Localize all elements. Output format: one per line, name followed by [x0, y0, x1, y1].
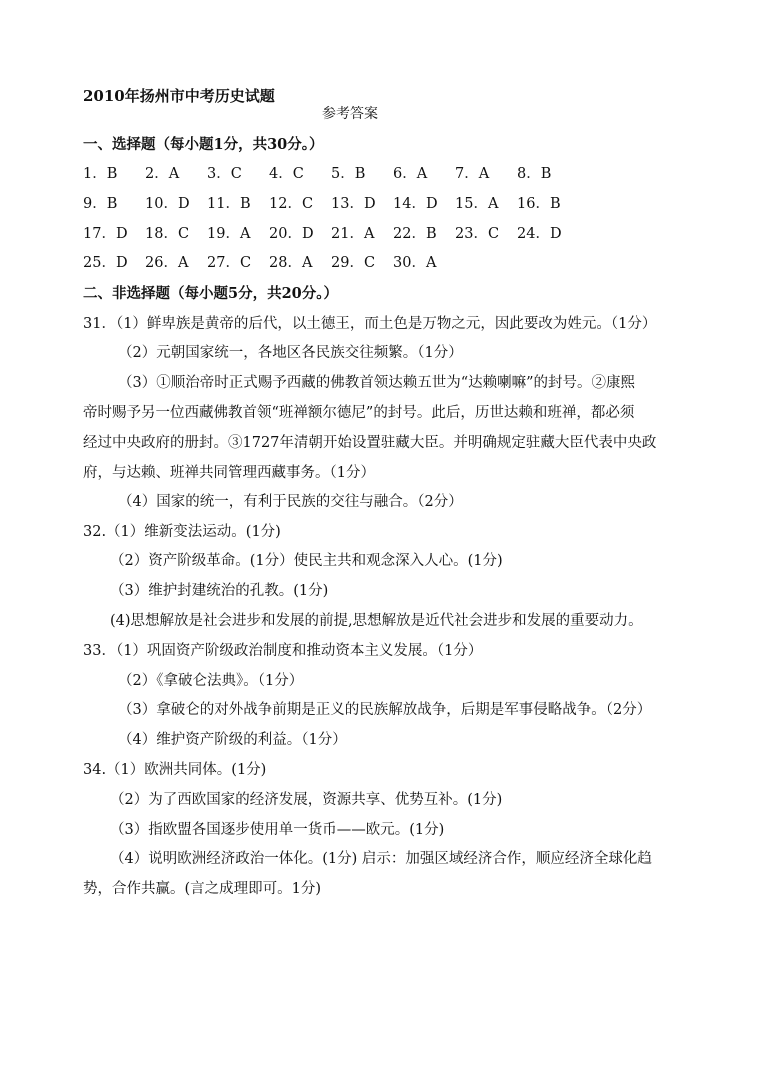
- q33-line-1: 33．（1）巩固资产阶级政治制度和推动资本主义发展。（1分）: [83, 643, 483, 659]
- mc-answer: 20．D: [269, 226, 314, 242]
- mc-answer: 13．D: [331, 196, 376, 212]
- q31-line-5: 经过中央政府的册封。③1727年清朝开始设置驻藏大臣。并明确规定驻藏大臣代表中央政: [83, 435, 657, 451]
- mc-answer: 4．C: [269, 166, 304, 182]
- mc-answer: 16．B: [517, 196, 561, 212]
- mc-answer: 24．D: [517, 226, 562, 242]
- q32-line-1: 32.（1）维新变法运动。(1分): [83, 524, 281, 540]
- mc-answer: 26．A: [145, 255, 189, 271]
- mc-answer-row-3: [83, 224, 579, 244]
- mc-answer: 11．B: [207, 196, 251, 212]
- mc-answer: 21．A: [331, 226, 375, 242]
- mc-answer: 12．C: [269, 196, 314, 212]
- q32-line-3: （3）维护封建统治的孔教。(1分): [110, 583, 329, 599]
- q33-line-3: （3）拿破仑的对外战争前期是正义的民族解放战争，后期是军事侵略战争。（2分）: [118, 702, 652, 718]
- mc-answer: 30．A: [393, 255, 437, 271]
- mc-answer: 2．A: [145, 166, 180, 182]
- q31-line-1: 31．（1）鲜卑族是黄帝的后代，以土德王，而土色是万物之元，因此要改为姓元。（1分）: [83, 316, 657, 332]
- mc-answer: 25．D: [83, 255, 128, 271]
- mc-answer: 19．A: [207, 226, 251, 242]
- mc-answer: 28．A: [269, 255, 313, 271]
- q33-line-2: （2）《拿破仑法典》。（1分）: [118, 673, 304, 689]
- mc-answer: 6．A: [393, 166, 428, 182]
- mc-answer: 29．C: [331, 255, 376, 271]
- q34-line-4: （4）说明欧洲经济政治一体化。(1分) 启示：加强区域经济合作，顺应经济全球化趋: [110, 851, 652, 867]
- section1-heading: 一、选择题（每小题1分，共30分。）: [83, 136, 324, 153]
- q34-line-3: （3）指欧盟各国逐步使用单一货币——欧元。(1分): [110, 822, 445, 838]
- q31-line-4: 帝时赐予另一位西藏佛教首领“班禅额尔德尼”的封号。此后，历世达赖和班禅，都必须: [83, 405, 635, 421]
- document-title: 2010年扬州市中考历史试题: [83, 87, 275, 105]
- section2-heading: 二、非选择题（每小题5分，共20分。）: [83, 285, 339, 302]
- mc-answer: 1．B: [83, 166, 118, 182]
- mc-answer: 7．A: [455, 166, 490, 182]
- mc-answer: 14．D: [393, 196, 438, 212]
- q33-line-4: （4）维护资产阶级的利益。（1分）: [118, 732, 347, 748]
- mc-answer: 27．C: [207, 255, 252, 271]
- mc-answer-row-1: [83, 164, 579, 184]
- q31-line-3: （3）①顺治帝时正式赐予西藏的佛教首领达赖五世为“达赖喇嘛”的封号。②康熙: [118, 375, 636, 391]
- mc-answer: 22．B: [393, 226, 437, 242]
- mc-answer-row-2: [83, 194, 579, 214]
- mc-answer: 9．B: [83, 196, 118, 212]
- mc-answer: 23．C: [455, 226, 500, 242]
- q31-line-6: 府，与达赖、班禅共同管理西藏事务。（1分）: [83, 465, 375, 481]
- q31-line-7: （4）国家的统一，有利于民族的交往与融合。（2分）: [118, 494, 463, 510]
- mc-answer-row-4: [83, 253, 455, 273]
- mc-answer: 15．A: [455, 196, 499, 212]
- mc-answer: 10．D: [145, 196, 190, 212]
- q34-line-5: 势，合作共赢。(言之成理即可。1分): [83, 881, 322, 897]
- q34-line-2: （2）为了西欧国家的经济发展，资源共享、优势互补。(1分): [110, 792, 503, 808]
- mc-answer: 8．B: [517, 166, 552, 182]
- q32-line-2: （2）资产阶级革命。(1分）使民主共和观念深入人心。(1分): [110, 553, 503, 569]
- mc-answer: 18．C: [145, 226, 190, 242]
- mc-answer: 5．B: [331, 166, 366, 182]
- mc-answer: 17．D: [83, 226, 128, 242]
- q34-line-1: 34.（1）欧洲共同体。(1分): [83, 762, 267, 778]
- document-subtitle: 参考答案: [322, 106, 378, 122]
- q31-line-2: （2）元朝国家统一，各地区各民族交往频繁。（1分）: [118, 345, 463, 361]
- q32-line-4: (4)思想解放是社会进步和发展的前提,思想解放是近代社会进步和发展的重要动力。: [110, 613, 643, 629]
- mc-answer: 3．C: [207, 166, 242, 182]
